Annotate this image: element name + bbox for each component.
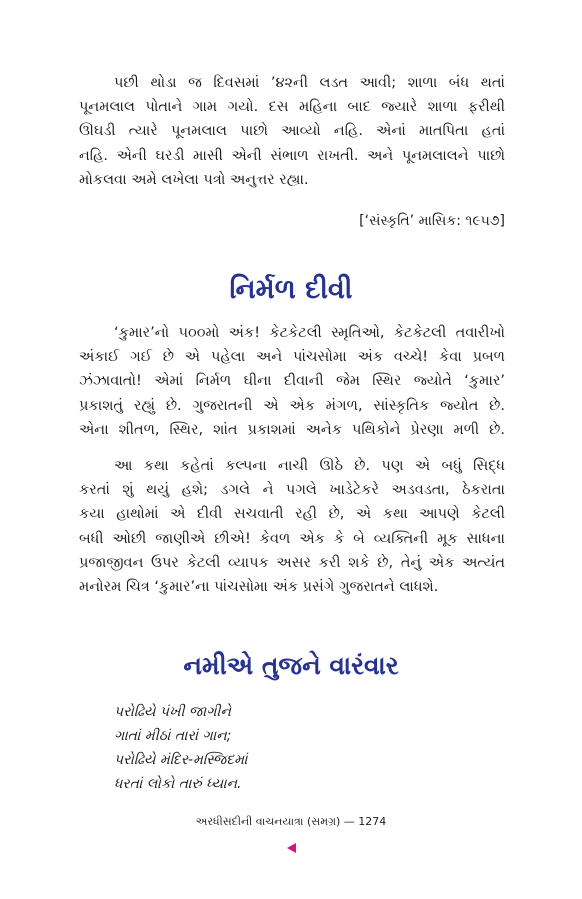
text-line: કયા હાથોમાં એ દીવી સચવાતી રહી છે, એ કથા આપણે કેટલી: [79, 506, 505, 523]
text-line: ઝંઝાવાતો! એમાં નિર્મળ ઘીના દીવાની જેમ સ્થિર જ્યોતે ‘કુમાર’: [79, 373, 505, 390]
text-line: મોકલવા અમે લખેલા પત્રો અનુત્તર રહ્યા.: [79, 171, 309, 188]
text-line: મનોરમ ચિત્ર ‘કુમાર’ના પાંચસોમા અંક પ્રસંગે ગુજરાતને લાધશે.: [79, 579, 439, 596]
paragraph-1: [79, 71, 505, 192]
text-line: બધી ઓછી જાણીએ છીએ! કેવળ એક કે બે વ્યક્તિની મૂક સાધના: [79, 530, 505, 547]
text-line: અંકાઈ ગઈ છે એ પહેલા અને પાંચસોમા અંક વચ્ચે! કેવા પ્રબળ: [79, 349, 505, 366]
text-line: ‘કુમાર’નો ૫૦૦મો અંક! કેટકેટલી સ્મૃતિઓ, કેટકેટલી તવારીખો: [114, 325, 505, 341]
paragraph-2: [79, 321, 505, 442]
poem-line: ગાતાં મીઠાં તારાં ગાન;: [114, 728, 232, 744]
text-line: પછી થોડા જ દિવસમાં ’૪૨ની લડત આવી; શાળા બંધ થતાં: [114, 75, 505, 91]
poem: [114, 700, 247, 796]
text-line: એના શીતળ, સ્થિર, શાંત પ્રકાશમાં અનેક પથિકોને પ્રેરણા મળી છે.: [79, 421, 505, 438]
section-heading-1: નિર્મળ દીવી: [229, 274, 353, 305]
source-citation: [‘સંસ્કૃતિ’ માસિક: ૧૯૫૭]: [359, 213, 505, 229]
paragraph-3: [79, 454, 505, 599]
section-heading-2: નમીએ તુજને વારંવાર: [183, 651, 399, 680]
text-line: પ્રજાજીવન ઉપર કેટલી વ્યાપક અસર કરી શકે છે, તેનું એક અત્યંત: [79, 554, 505, 571]
poem-line: પરોઢિયે પંખી જાગીને: [114, 704, 231, 720]
text-line: આ કથા કહેતાં કલ્પના નાચી ઊઠે છે. પણ એ બધું સિદ્ધ: [114, 458, 505, 474]
text-line: ઊઘડી ત્યારે પૂનમલાલ પાછો આવ્યો નહિ. એનાં માતપિતા હતાં: [79, 123, 505, 140]
page-footer: અરધીસદીની વાચનયાત્રા (સમગ્ર) — 1274: [195, 815, 387, 828]
poem-line: ધરતાં લોકો તારું ધ્યાન.: [114, 776, 242, 792]
triangle-left-icon[interactable]: [287, 843, 296, 853]
text-line: નહિ. એની ઘરડી માસી એની સંભાળ રાખતી. અને પૂનમલાલને પાછો: [79, 147, 505, 164]
text-line: પૂનમલાલ પોતાને ગામ ગયો. દસ મહિના બાદ જ્યારે શાળા ફરીથી: [79, 99, 505, 116]
text-line: કરતાં શું થયું હશે; ડગલે ને પગલે ખાડેટેકરે અડવડતા, ઠેકરાતા: [79, 482, 505, 499]
poem-line: પરોઢિયે મંદિર-મસ્જિદમાં: [114, 752, 248, 768]
text-line: પ્રકાશતું રહ્યું છે. ગુજરાતની એ એક મંગળ, સાંસ્કૃતિક જ્યોત છે.: [79, 397, 505, 414]
